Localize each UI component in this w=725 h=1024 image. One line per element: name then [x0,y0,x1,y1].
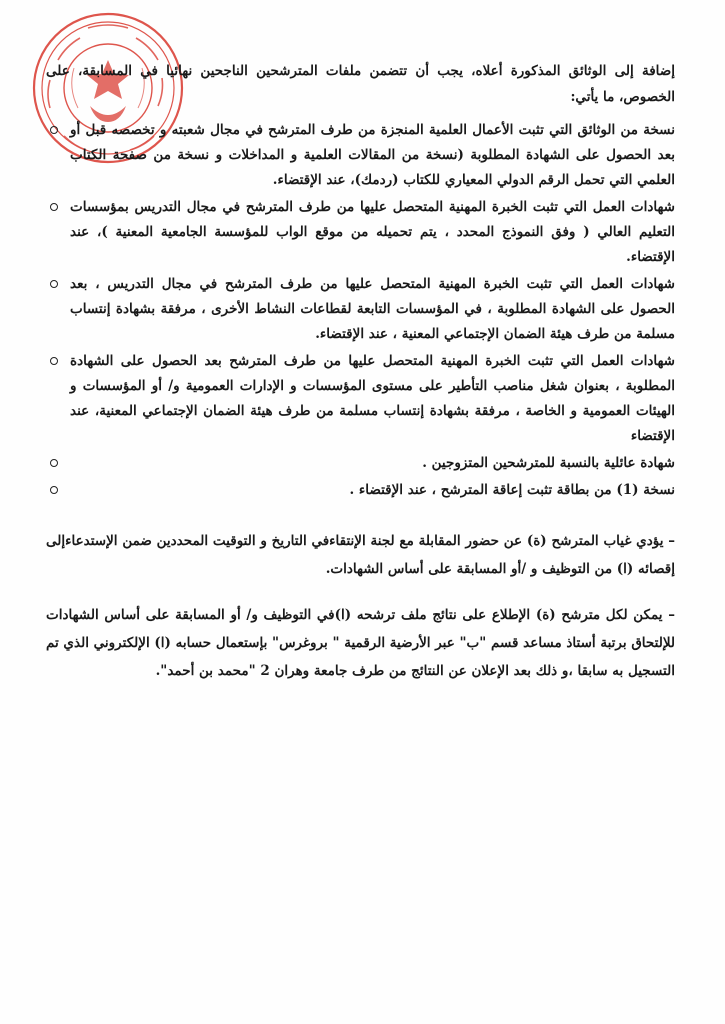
list-item [46,195,675,270]
absence-notice-paragraph: – يؤدي غياب المترشح (ة) عن حضور المقابلة مع لجنة الإنتقاءفي التاريخ و التوقيت المحددين ضمن الإستدعاءإلى إقصائه (ا) من التوظيف و /أو المسابقة على أساس الشهادات. [46,533,675,577]
list-item [46,272,675,347]
list-item-text: نسخة (1) من بطاقة تثبت إعاقة المترشح ، عند الإقتضاء . [349,482,675,498]
bullet-circle-icon [50,459,58,467]
list-item-text: نسخة من الوثائق التي تثبت الأعمال العلمية المنجزة من طرف المترشح في مجال شعبته و تخصصه قبل أو بعد الحصول على الشهادة المطلوبة (نسخة من المقالات العلمية و المداخلات و نسخة من صفحة الكتاب العلمي التي تحمل الرقم الدولي المعياري للكتاب (ردمك)، عند الإقتضاء. [70,122,675,188]
bullet-circle-icon [50,357,58,365]
results-notice-paragraph: – يمكن لكل مترشح (ة) الإطلاع على نتائج ملف ترشحه (ا)في التوظيف و/ أو المسابقة على أساس الشهادات للإلتحاق برتبة أستاذ مساعد قسم "ب" عبر الأرضية الرقمية " بروغرس" بإستعمال حسابه (ا) الإلكتروني الذي تم التسجيل به سابقا ،و ذلك بعد الإعلان عن النتائج من طرف جامعة وهران 2 "محمد بن أحمد". [45,607,675,679]
list-item-text: شهادات العمل التي تثبت الخبرة المهنية المتحصل عليها من طرف المترشح في مجال التدريس بمؤسسات التعليم العالي ( وفق النموذج المحدد ، يتم تحميله من موقع الواب للمؤسسة الجامعية المعنية )، عند الإقتضاء. [70,199,675,265]
bullet-circle-icon [50,203,58,211]
list-item [46,118,675,193]
required-documents-list [46,118,675,503]
list-item-text: شهادة عائلية بالنسبة للمترشحين المتزوجين . [422,455,675,471]
list-item [46,349,675,449]
document-body [46,58,675,685]
bullet-circle-icon [50,486,58,494]
intro-text: إضافة إلى الوثائق المذكورة أعلاه، يجب أن تتضمن ملفات المترشحين الناجحين نهائيا في المسابقة، على الخصوص، ما يأتي: [46,63,675,105]
list-item [46,451,675,476]
bullet-circle-icon [50,126,58,134]
bullet-circle-icon [50,280,58,288]
list-item [46,478,675,503]
list-item-text: شهادات العمل التي تثبت الخبرة المهنية المتحصل عليها من طرف المترشح بعد الحصول على الشهادة المطلوبة ، بعنوان شغل مناصب التأطير على مستوى المؤسسات و الإدارات العمومية و/ أو المؤسسات و الهيئات العمومية و الخاصة ، مرفقة بشهادة إنتساب مسلمة من طرف هيئة الضمان الإجتماعي المعنية، عند الإقتضاء [70,353,675,444]
list-item-text: شهادات العمل التي تثبت الخبرة المهنية المتحصل عليها من طرف المترشح في مجال التدريس ، بعد الحصول على الشهادة المطلوبة ، في المؤسسات التابعة لقطاعات النشاط الأخرى ، مرفقة بشهادة إنتساب مسلمة من طرف هيئة الضمان الإجتماعي المعنية ، عند الإقتضاء. [70,276,675,342]
